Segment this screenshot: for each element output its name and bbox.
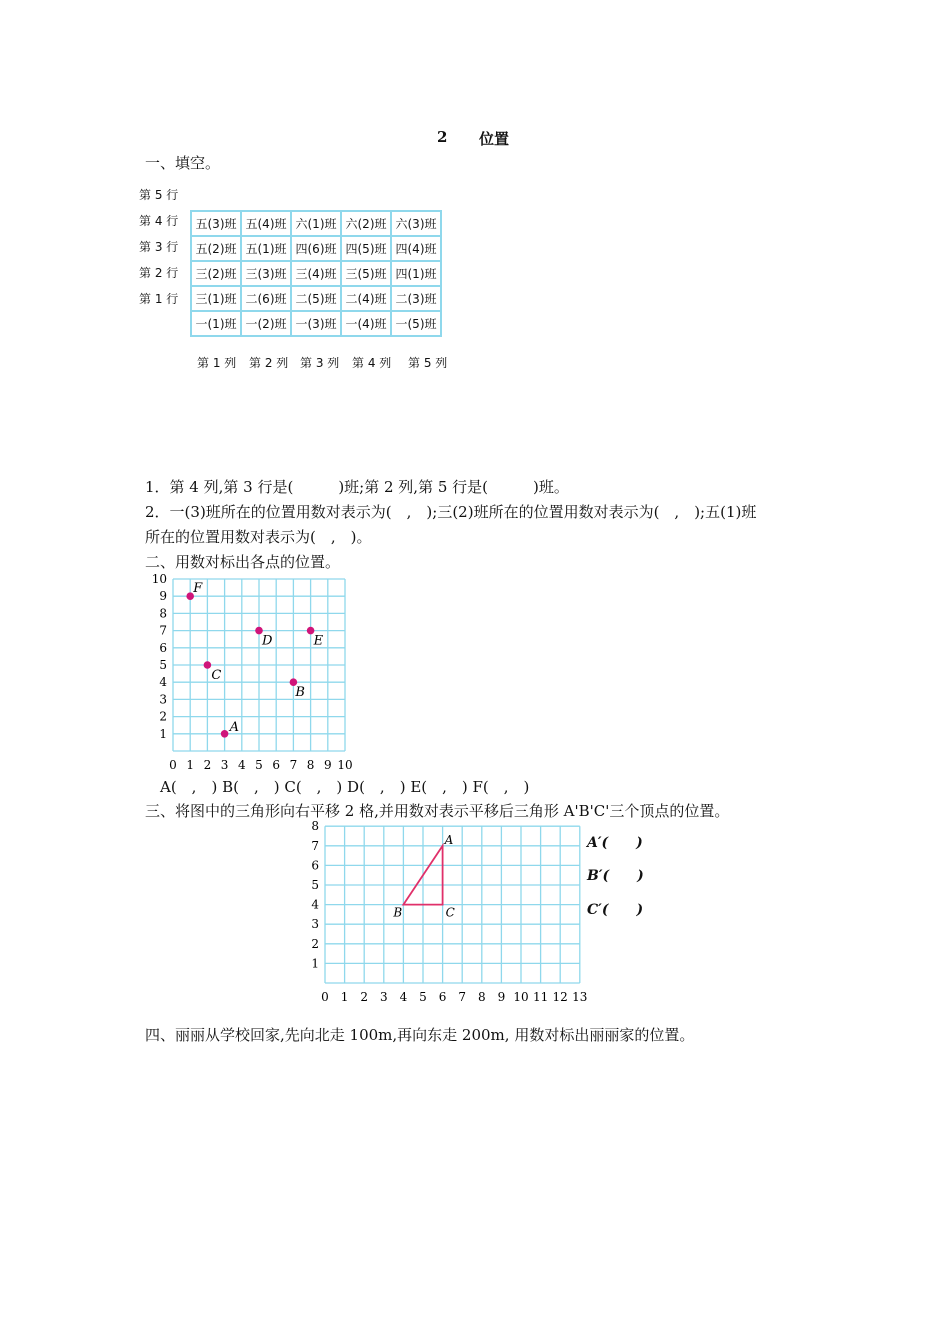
row-label: 第 3 行 bbox=[139, 240, 179, 254]
x-tick-label: 3 bbox=[220, 758, 229, 772]
column-label: 第 2 列 bbox=[249, 356, 289, 370]
x-tick-label: 2 bbox=[360, 990, 369, 1004]
row-label: 第 2 行 bbox=[139, 266, 179, 280]
seat-cell: 一(2)班 bbox=[241, 311, 291, 336]
y-tick-label: 5 bbox=[159, 658, 167, 672]
seat-cell: 二(4)班 bbox=[341, 286, 391, 311]
seat-cell: 四(5)班 bbox=[341, 236, 391, 261]
x-tick-label: 1 bbox=[186, 758, 195, 772]
x-tick-label: 13 bbox=[572, 990, 588, 1004]
point-label: E bbox=[313, 633, 324, 649]
vertex-label: B bbox=[393, 905, 403, 920]
seat-cell: 六(3)班 bbox=[391, 211, 441, 236]
section1-heading: 一、填空。 bbox=[145, 154, 221, 172]
seat-cell: 三(1)班 bbox=[191, 286, 241, 311]
seat-cell: 一(3)班 bbox=[291, 311, 341, 336]
table-row bbox=[191, 211, 441, 236]
question-1: 1．第 4 列,第 3 行是( )班;第 2 列,第 5 行是( )班。 bbox=[145, 478, 569, 496]
table-row bbox=[191, 311, 441, 336]
seat-cell: 五(3)班 bbox=[191, 211, 241, 236]
y-tick-label: 7 bbox=[311, 838, 319, 853]
coordinate-grid-points bbox=[140, 570, 370, 775]
x-tick-label: 12 bbox=[552, 990, 568, 1004]
seat-cell: 五(2)班 bbox=[191, 236, 241, 261]
table-row bbox=[191, 286, 441, 311]
y-tick-label: 6 bbox=[311, 858, 319, 873]
x-tick-label: 4 bbox=[399, 990, 408, 1004]
vertex-label: C bbox=[445, 905, 455, 920]
y-tick-label: 1 bbox=[311, 956, 319, 971]
seat-cell: 四(6)班 bbox=[291, 236, 341, 261]
page-title: 位置 bbox=[479, 130, 510, 148]
y-tick-label: 7 bbox=[159, 623, 167, 638]
section3-heading: 三、将图中的三角形向右平移 2 格,并用数对表示平移后三角形 A'B'C'三个顶点的位置。 bbox=[145, 802, 730, 820]
y-tick-label: 8 bbox=[159, 606, 167, 621]
y-tick-label: 2 bbox=[311, 936, 319, 951]
point-label: B bbox=[295, 685, 305, 701]
table-row bbox=[191, 261, 441, 286]
seat-cell: 三(5)班 bbox=[341, 261, 391, 286]
x-tick-label: 0 bbox=[169, 758, 177, 772]
page-number: 2 bbox=[437, 128, 448, 146]
answer-b-prime: B′( ) bbox=[587, 868, 644, 884]
seat-cell: 二(3)班 bbox=[391, 286, 441, 311]
seat-cell: 三(3)班 bbox=[241, 261, 291, 286]
answer-c-prime: C′( ) bbox=[587, 902, 644, 918]
x-tick-label: 2 bbox=[203, 758, 212, 772]
column-label: 第 1 列 bbox=[197, 356, 237, 370]
row-label: 第 4 行 bbox=[139, 214, 179, 228]
point-label: A bbox=[229, 719, 239, 735]
x-tick-label: 5 bbox=[419, 990, 427, 1004]
seat-cell: 四(4)班 bbox=[391, 236, 441, 261]
vertex-label: A bbox=[444, 832, 454, 847]
column-label: 第 5 列 bbox=[408, 356, 448, 370]
coordinate-grid-triangle bbox=[305, 818, 605, 1008]
y-tick-label: 3 bbox=[159, 692, 167, 707]
data-point bbox=[204, 661, 212, 669]
seat-cell: 一(5)班 bbox=[391, 311, 441, 336]
seat-cell: 六(1)班 bbox=[291, 211, 341, 236]
x-tick-label: 9 bbox=[323, 758, 332, 772]
seat-cell: 一(1)班 bbox=[191, 311, 241, 336]
x-tick-label: 3 bbox=[379, 990, 388, 1004]
x-tick-label: 5 bbox=[255, 758, 263, 772]
x-tick-label: 6 bbox=[438, 990, 447, 1004]
y-tick-label: 1 bbox=[159, 726, 167, 741]
seat-cell: 三(4)班 bbox=[291, 261, 341, 286]
column-label: 第 4 列 bbox=[352, 356, 392, 370]
x-tick-label: 9 bbox=[497, 990, 506, 1004]
y-tick-label: 5 bbox=[311, 878, 319, 892]
row-label: 第 1 行 bbox=[139, 292, 179, 306]
point-answer-line: A( , ) B( , ) C( , ) D( , ) E( , ) F( , ) bbox=[160, 778, 530, 796]
y-tick-label: 4 bbox=[311, 897, 319, 912]
x-tick-label: 10 bbox=[513, 990, 529, 1004]
y-tick-label: 10 bbox=[151, 572, 167, 586]
y-tick-label: 6 bbox=[159, 640, 167, 655]
row-label: 第 5 行 bbox=[139, 188, 179, 202]
y-tick-label: 2 bbox=[159, 709, 167, 724]
point-label: F bbox=[193, 581, 203, 597]
seat-table bbox=[190, 210, 442, 337]
table-row bbox=[191, 236, 441, 261]
seat-cell: 六(2)班 bbox=[341, 211, 391, 236]
y-tick-label: 3 bbox=[311, 917, 319, 932]
answer-a-prime: A′( ) bbox=[587, 835, 643, 851]
seat-grid bbox=[190, 210, 442, 337]
seat-cell: 五(4)班 bbox=[241, 211, 291, 236]
data-point bbox=[221, 730, 229, 738]
seat-cell: 二(5)班 bbox=[291, 286, 341, 311]
seat-cell: 二(6)班 bbox=[241, 286, 291, 311]
seat-cell: 五(1)班 bbox=[241, 236, 291, 261]
column-label: 第 3 列 bbox=[300, 356, 340, 370]
x-tick-label: 7 bbox=[458, 990, 467, 1004]
question-2-line1: 2．一(3)班所在的位置用数对表示为( , );三(2)班所在的位置用数对表示为( , );五(1)班 bbox=[145, 503, 757, 521]
x-tick-label: 0 bbox=[321, 990, 329, 1004]
section2-heading: 二、用数对标出各点的位置。 bbox=[145, 553, 341, 571]
x-tick-label: 8 bbox=[477, 990, 486, 1004]
point-label: C bbox=[211, 668, 222, 683]
x-tick-label: 11 bbox=[532, 990, 549, 1004]
question-2-line2: 所在的位置用数对表示为( , )。 bbox=[145, 528, 372, 546]
x-tick-label: 7 bbox=[289, 758, 298, 772]
y-tick-label: 4 bbox=[159, 675, 167, 690]
y-tick-label: 8 bbox=[311, 819, 319, 834]
x-tick-label: 10 bbox=[337, 758, 353, 772]
seat-cell: 三(2)班 bbox=[191, 261, 241, 286]
x-tick-label: 1 bbox=[340, 990, 349, 1004]
seat-cell: 一(4)班 bbox=[341, 311, 391, 336]
seat-cell: 四(1)班 bbox=[391, 261, 441, 286]
x-tick-label: 4 bbox=[237, 758, 246, 772]
x-tick-label: 6 bbox=[272, 758, 281, 772]
x-tick-label: 8 bbox=[306, 758, 315, 772]
y-tick-label: 9 bbox=[159, 589, 167, 604]
section4-heading: 四、丽丽从学校回家,先向北走 100m,再向东走 200m, 用数对标出丽丽家的位置。 bbox=[145, 1026, 695, 1044]
point-label: D bbox=[262, 633, 273, 649]
